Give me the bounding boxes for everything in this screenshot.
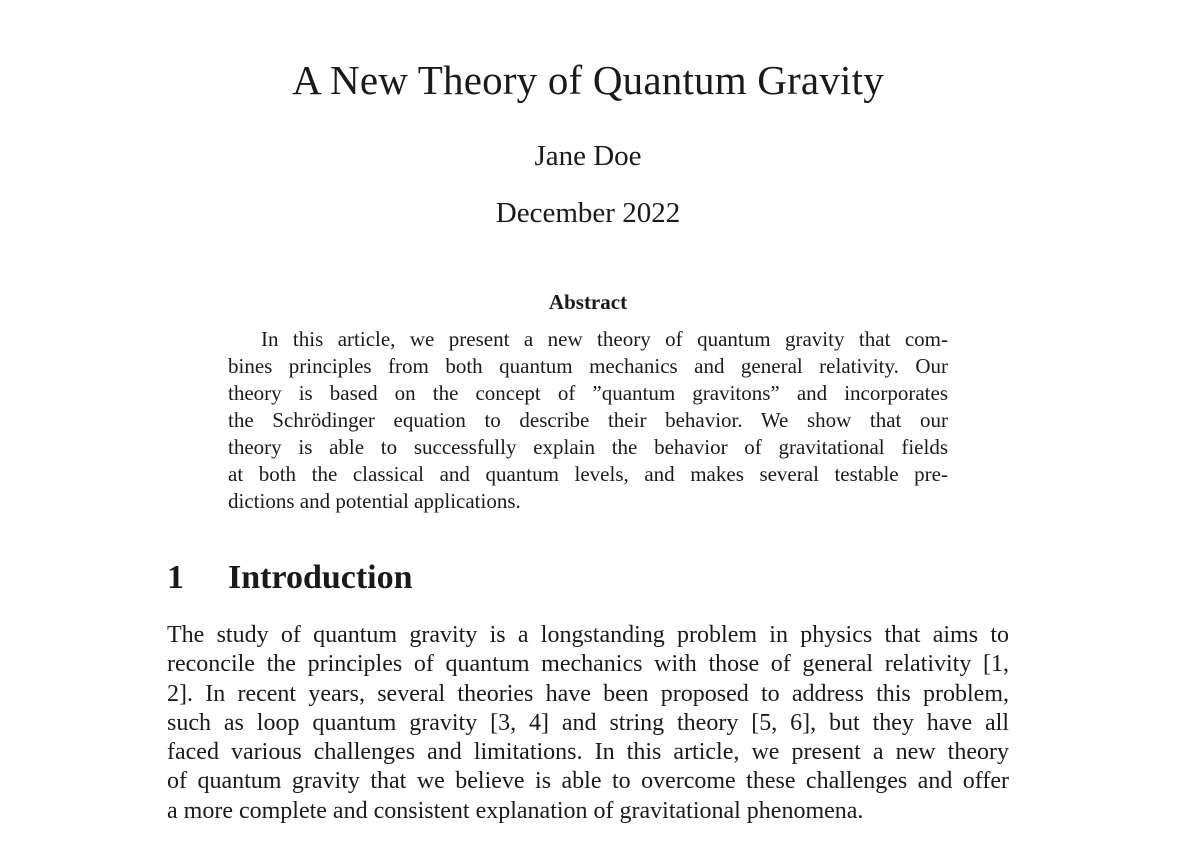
abstract-line: theory is able to successfully explain the behavior of gravitational fields [228, 435, 948, 459]
abstract-body [228, 326, 948, 515]
paper-author: Jane Doe [534, 140, 642, 172]
paper-date: December 2022 [495, 197, 681, 229]
abstract-line: theory is based on the concept of ”quantum gravitons” and incorporates [228, 381, 948, 405]
body-line: of quantum gravity that we believe is able to overcome these challenges and offer [167, 768, 1009, 795]
abstract-line: bines principles from both quantum mechanics and general relativity. Our [228, 354, 948, 378]
section-heading-introduction [167, 557, 413, 599]
abstract-line: at both the classical and quantum levels, and makes several testable pre- [228, 462, 948, 486]
body-line: faced various challenges and limitations. In this article, we present a new theory [167, 739, 1009, 766]
abstract-line: In this article, we present a new theory of quantum gravity that com- [261, 327, 948, 351]
abstract-line: dictions and potential applications. [228, 489, 521, 513]
body-line: reconcile the principles of quantum mechanics with those of general relativity [1, [167, 651, 1009, 678]
paper-title: A New Theory of Quantum Gravity [292, 57, 884, 103]
body-line: 2]. In recent years, several theories have been proposed to address this problem, [167, 680, 1009, 707]
abstract-line: the Schrödinger equation to describe their behavior. We show that our [228, 408, 948, 432]
body-line: The study of quantum gravity is a longstanding problem in physics that aims to [167, 622, 1009, 648]
abstract-heading: Abstract [548, 290, 628, 314]
body-line: such as loop quantum gravity [3, 4] and string theory [5, 6], but they have all [167, 709, 1009, 736]
section-title: Introduction [228, 559, 413, 596]
introduction-body [167, 621, 1009, 826]
body-line: a more complete and consistent explanation of gravitational phenomena. [167, 797, 864, 824]
section-number: 1 [167, 559, 184, 596]
